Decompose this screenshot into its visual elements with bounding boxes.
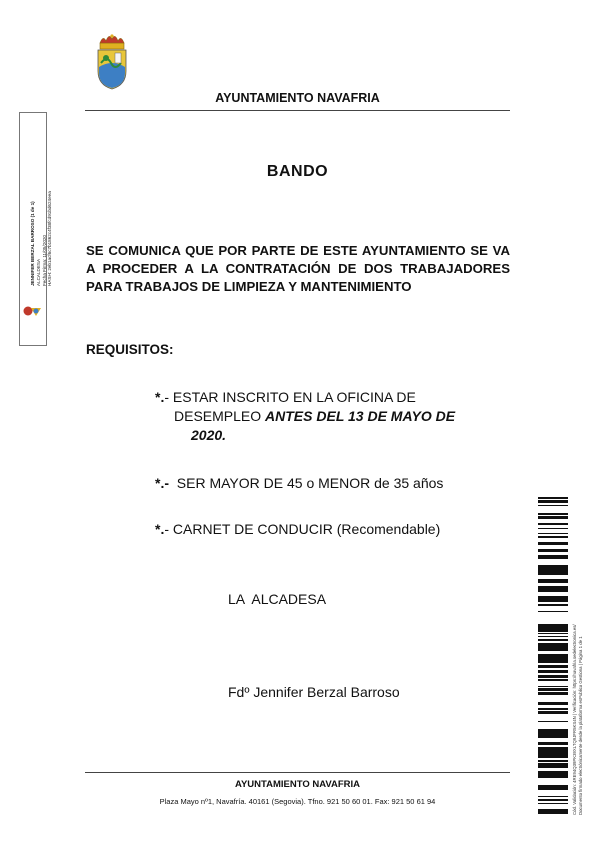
requirement-text: DESEMPLEO	[174, 408, 266, 424]
requirement-deadline-year: 2020.	[191, 427, 227, 443]
stamp-hash: HASH: 2eb1acf6c7b1862c4f38fcd91bd624eea	[47, 191, 53, 286]
header-title: AYUNTAMIENTO NAVAFRIA	[215, 91, 380, 105]
requirements-heading: REQUISITOS:	[86, 342, 174, 357]
stamp-signer: JENNIFER BERZAL BARROSO (1 de 1)	[30, 201, 35, 286]
announcement-text: SE COMUNICA QUE POR PARTE DE ESTE AYUNTAMIENTO SE VA A PROCEDER A LA CONTRATACIÓN DE DOS TRABAJADORES PARA TRABAJOS DE LIMPIEZA Y MANTENIMIENTO	[86, 243, 510, 294]
signatory-title: LA ALCADESA	[228, 591, 327, 607]
requirement-item	[155, 520, 440, 539]
stamp-role: ALCALDESA	[35, 258, 41, 286]
verification-platform: Documento firmado electrónicamente desde la plataforma esPublico Gestiona | Página 1 de 1	[577, 636, 583, 815]
verification-code: Cód. Validación: 4RE94Q39PK39XLTQ9JFR5KS4N | Verificación: https://navafria.sedelectronica.es/	[572, 624, 577, 815]
signature-stamp-text	[30, 136, 53, 286]
document-heading: BANDO	[266, 163, 329, 180]
requirement-item	[155, 474, 443, 493]
footer-divider	[85, 772, 510, 773]
footer-name: AYUNTAMIENTO NAVAFRIA	[234, 779, 361, 790]
barcode-icon	[538, 497, 568, 815]
requirement-text: SER MAYOR DE 45 o MENOR de 35 años	[169, 475, 444, 491]
header-divider	[85, 110, 510, 111]
verification-text	[572, 495, 583, 815]
requirement-bullet: *.-	[155, 475, 169, 491]
signature-line: Fdº Jennifer Berzal Barroso	[228, 684, 400, 700]
footer-address: Plaza Mayo nº1, Navafría. 40161 (Segovia). Tfno. 921 50 60 01. Fax: 921 50 61 94	[159, 797, 436, 806]
requirement-bullet: *.	[155, 521, 165, 537]
requirement-text: - ESTAR INSCRITO EN LA OFICINA DE	[164, 389, 416, 405]
stamp-logo-icon	[22, 305, 42, 317]
requirement-deadline: ANTES DEL 13 DE MAYO DE	[265, 408, 456, 424]
requirement-item	[155, 388, 495, 445]
town-crest-icon	[95, 33, 129, 91]
requirement-text: - CARNET DE CONDUCIR (Recomendable)	[164, 521, 441, 537]
stamp-date: Fecha Firma: 11/05/2020	[41, 235, 47, 286]
requirement-bullet: *.	[155, 389, 165, 405]
